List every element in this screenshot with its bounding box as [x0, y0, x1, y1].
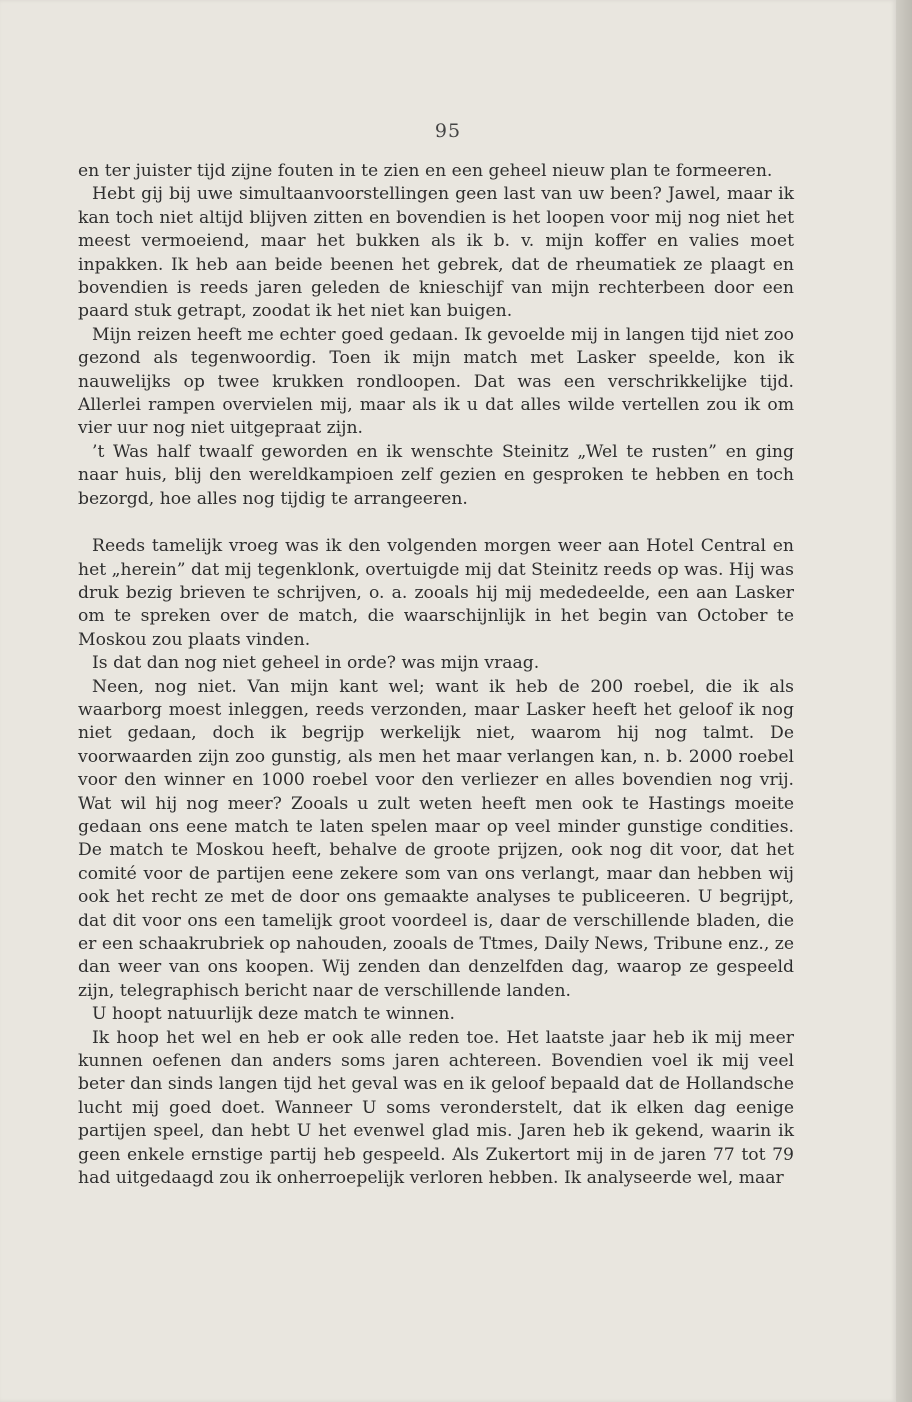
- paragraph-5: Reeds tamelijk vroeg was ik den volgenden morgen weer aan Hotel Central en het „herein” dat mij tegenklonk, overtuigde mij dat Steinitz reeds op was. Hij was druk bezig brieven te schrijven, o. a. zooals hij mij mededeelde, een aan Lasker om te spreken over de match, die waarschijnlijk in het begin van October te Moskou zou plaats vinden.: [78, 536, 794, 650]
- paragraph-4: ’t Was half twaalf geworden en ik wenschte Steinitz „Wel te rusten” en ging naar huis, blij den wereldkampioen zelf gezien en gesproken te hebben en toch bezorgd, hoe alles nog tijdig te arrangeeren.: [78, 441, 794, 509]
- paragraph-1: en ter juister tijd zijne fouten in te zien en een geheel nieuw plan te formeeren.: [78, 161, 773, 181]
- paragraph-7: Neen, nog niet. Van mijn kant wel; want ik heb de 200 roebel, die ik als waarborg moest inleggen, reeds verzonden, maar Lasker heeft het geloof ik nog niet gedaan, doch ik begrijp werkelijk niet, waarom hij nog talmt. De voorwaarden zijn zoo gunstig, als men het maar verlangen kan, n. b. 2000 roebel voor den winner en 1000 roebel voor den verliezer en alles bovendien nog vrij. Wat wil hij nog meer? Zooals u zult weten heeft men ook te Hastings moeite gedaan ons eene match te laten spelen maar op veel minder gunstige condities. De match te Moskou heeft, behalve de groote prijzen, ook nog dit voor, dat het comité voor de partijen eene zekere som van ons verlangt, maar dan hebben wij ook het recht ze met de door ons gemaakte analyses te publiceeren. U begrijpt, dat dit voor ons een tamelijk groot voordeel is, daar de verschillende bladen, die er een schaakrubriek op nahouden, zooals de Ttmes, Daily News, Tribune enz., ze dan weer van ons koopen. Wij zenden dan denzelfden dag, waarop ze gespeeld zijn, telegraphisch bericht naar de verschillende landen.: [78, 676, 794, 1001]
- paragraph-9: Ik hoop het wel en heb er ook alle reden toe. Het laatste jaar heb ik mij meer kunnen oefenen dan anders soms jaren achtereen. Bovendien voel ik mij veel beter dan sinds langen tijd het geval was en ik geloof bepaald dat de Hollandsche lucht mij goed doet. Wanneer U soms veronderstelt, dat ik elken dag eenige partijen speel, dan hebt U het evenwel glad mis. Jaren heb ik gekend, waarin ik geen enkele ernstige partij heb gespeeld. Als Zukertort mij in de jaren 77 tot 79 had uitgedaagd zou ik onherroepelijk verloren hebben. Ik analyseerde wel, maar: [78, 1027, 794, 1189]
- paragraph-3: Mijn reizen heeft me echter goed gedaan. Ik gevoelde mij in langen tijd niet zoo gezond als tegenwoordig. Toen ik mijn match met Lasker speelde, kon ik nauwelijks op twee krukken rondloopen. Dat was een verschrikkelijke tijd. Allerlei rampen overvielen mij, maar als ik u dat alles wilde vertellen zou ik om vier uur nog niet uitgepraat zijn.: [78, 324, 794, 439]
- section-break: [78, 511, 794, 535]
- paragraph-8: U hoopt natuurlijk deze match te winnen.: [92, 1004, 455, 1025]
- paragraph-2: Hebt gij bij uwe simultaanvoorstellingen geen last van uw been? Jawel, maar ik kan toch niet altijd blijven zitten en bovendien is het loopen voor mij nog niet het meest vermoeiend, maar het bukken als ik b. v. mijn koffer en valies moet inpakken. Ik heb aan beide beenen het gebrek, dat de rheumatiek ze plaagt en bovendien is reeds jaren geleden de knieschijf van mijn rechterbeen door een paard stuk getrapt, zoodat ik het niet kan buigen.: [78, 184, 794, 322]
- page-number: 95: [434, 120, 462, 142]
- page-edge: [896, 0, 912, 1402]
- paragraph-6: Is dat dan nog niet geheel in orde? was mijn vraag.: [92, 653, 540, 674]
- body-text: [78, 160, 794, 1190]
